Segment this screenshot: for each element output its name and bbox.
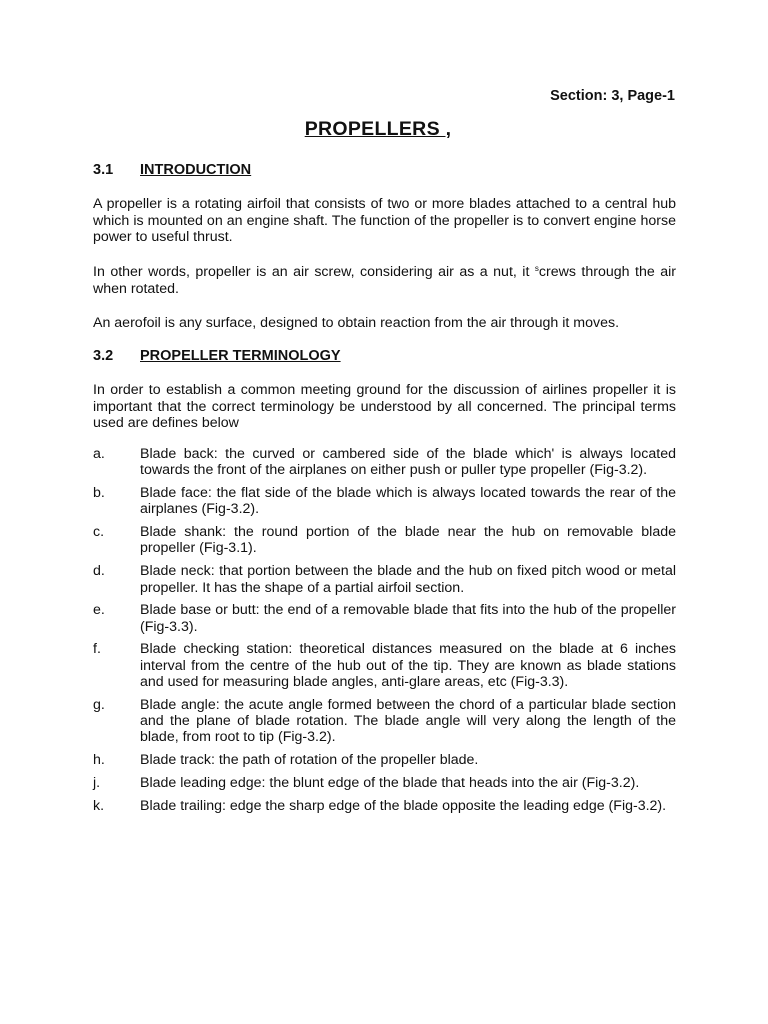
list-item-text: Blade neck: that portion between the blade and the hub on fixed pitch wood or metal propeller. It has the shape of a partial airfoil section. — [140, 563, 676, 596]
list-item-text: Blade shank: the round portion of the blade near the hub on removable blade propeller (Fig-3.1). — [140, 524, 676, 557]
list-item — [93, 602, 676, 635]
list-item — [93, 752, 676, 768]
list-item-letter: j. — [93, 775, 101, 792]
intro-paragraph-3: An aerofoil is any surface, designed to obtain reaction from the air through it moves. — [93, 315, 620, 331]
list-item-letter: f. — [93, 641, 101, 658]
list-item-text: Blade angle: the acute angle formed between the chord of a particular blade section and the plane of blade rotation. The blade angle will very along the length of the blade, from root to tip (Fig-3.2). — [140, 696, 676, 746]
list-item-letter: b. — [93, 485, 105, 502]
list-item-text: Blade leading edge: the blunt edge of the blade that heads into the air (Fig-3.2). — [140, 775, 640, 792]
intro-paragraph-1: A propeller is a rotating airfoil that consists of two or more blades attached to a central hub which is mounted on an engine shaft. The function of the propeller is to convert engine horse power to useful thrust. — [93, 196, 676, 245]
list-item-letter: h. — [93, 752, 105, 769]
intro-paragraph-2-end: crews through the air when rotated. — [93, 264, 676, 297]
list-item-letter: c. — [93, 524, 105, 541]
list-item — [93, 485, 676, 518]
superscript-letter: s — [534, 264, 539, 273]
section-number: 3.2 — [93, 348, 114, 364]
document-title — [0, 118, 768, 141]
list-item — [93, 775, 676, 791]
section-title: INTRODUCTION — [140, 162, 252, 178]
list-item-text: Blade face: the flat side of the blade which is always located towards the rear of the airplanes (Fig-3.2). — [140, 485, 676, 518]
list-item-letter: g. — [93, 696, 105, 713]
list-item-text: Blade back: the curved or cambered side of the blade which' is always located towards the front of the airplanes on either push or puller type propeller (Fig-3.2). — [140, 446, 676, 479]
list-item-text: Blade track: the path of rotation of the propeller blade. — [140, 752, 479, 769]
list-item — [93, 446, 676, 479]
list-item-text: Blade base or butt: the end of a removable blade that fits into the hub of the propeller (Fig-3.3). — [140, 602, 676, 635]
terminology-list — [93, 446, 676, 821]
list-item-text: Blade trailing: edge the sharp edge of the blade opposite the leading edge (Fig-3.2). — [140, 797, 667, 814]
list-item-letter: a. — [93, 446, 105, 462]
section-number: 3.1 — [93, 162, 114, 178]
document-title-text: PROPELLERS , — [304, 118, 452, 140]
intro-paragraph-2-start: In other words, propeller is an air screw, considering air as a nut, it — [93, 264, 535, 280]
list-item-letter: d. — [93, 563, 105, 580]
list-item — [93, 798, 676, 814]
list-item-text: Blade checking station: theoretical distances measured on the blade at 6 inches interval from the centre of the hub out of the tip. They are known as blade stations and used for measuring blade angles, anti-glare areas, etc (Fig-3.3). — [140, 641, 676, 691]
section-heading-introduction — [93, 162, 251, 178]
list-item — [93, 641, 676, 690]
list-item — [93, 697, 676, 746]
list-item-letter: e. — [93, 602, 105, 619]
section-page-reference: Section: 3, Page-1 — [550, 88, 675, 104]
section-title: PROPELLER TERMINOLOGY — [140, 348, 341, 364]
section-heading-terminology — [93, 348, 341, 364]
list-item — [93, 563, 676, 596]
list-item-letter: k. — [93, 797, 105, 814]
intro-paragraph-2 — [93, 264, 676, 297]
terminology-intro-paragraph: In order to establish a common meeting ground for the discussion of airlines propeller it is important that the correct terminology be understood by all concerned. The principal terms used are defines below — [93, 382, 676, 431]
list-item — [93, 524, 676, 557]
